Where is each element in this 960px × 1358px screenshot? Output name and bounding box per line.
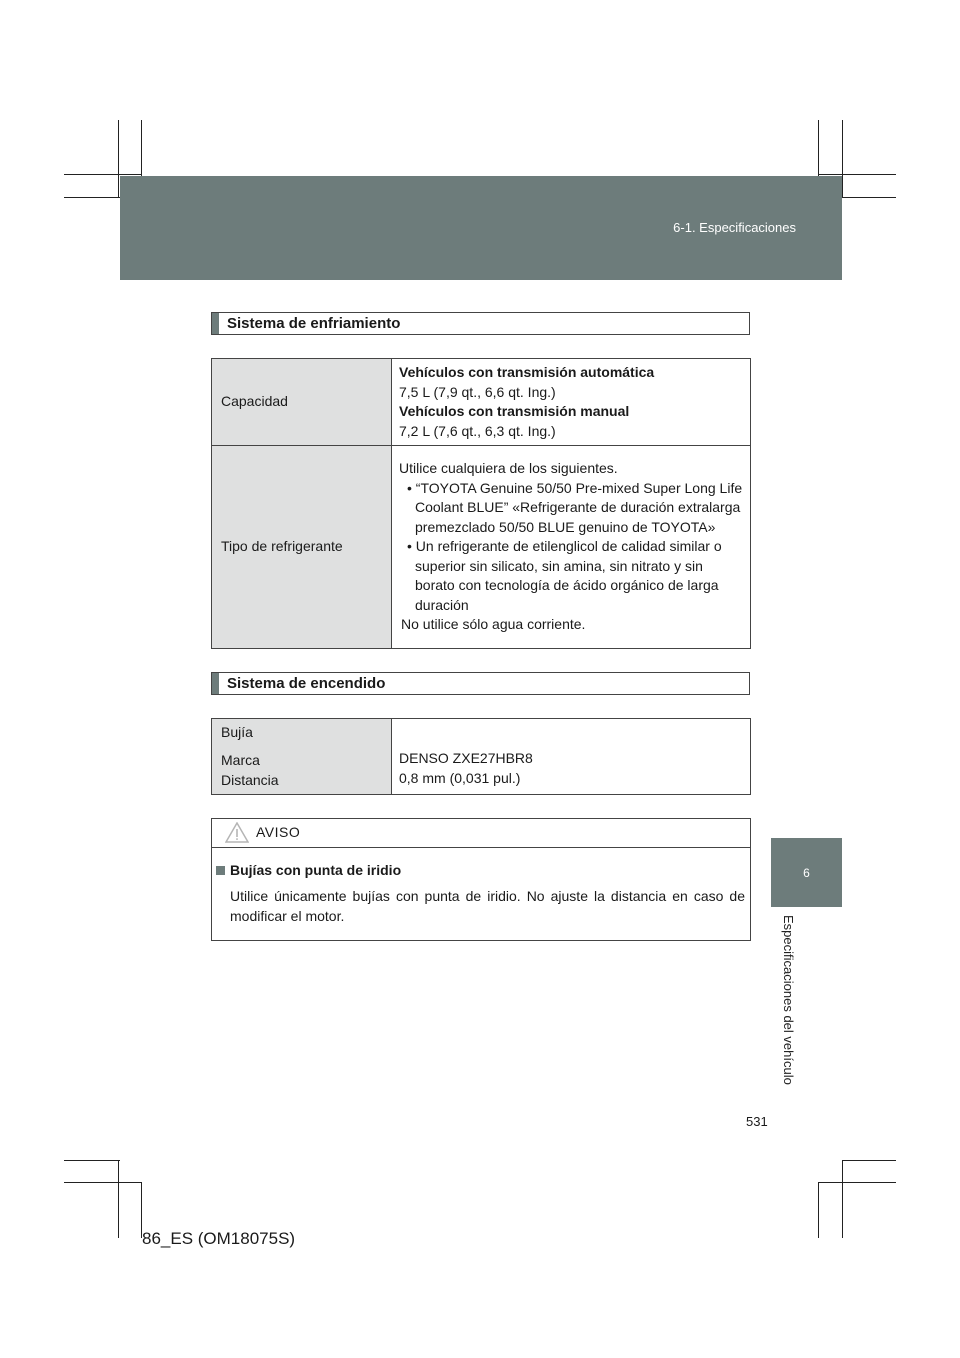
chapter-title-vertical <box>781 915 808 1110</box>
warning-title: AVISO <box>256 824 301 840</box>
crop-mark <box>64 1182 142 1183</box>
warning-header <box>212 819 750 848</box>
brand-value: DENSO ZXE27HBR8 <box>399 750 533 766</box>
coolant-type-label: Tipo de refrigerante <box>212 446 392 649</box>
warning-triangle-icon <box>225 822 249 843</box>
capacity-value <box>392 359 751 446</box>
coolant-type-value <box>392 446 751 649</box>
crop-mark <box>842 1160 843 1238</box>
gap-label: Distancia <box>221 771 279 788</box>
crop-mark <box>842 120 843 198</box>
capacity-mt-title: Vehículos con transmisión manual <box>399 403 630 419</box>
table-row <box>212 359 751 446</box>
warning-item-title: Bujías con punta de iridio <box>216 862 401 878</box>
heading-accent-bar <box>212 313 219 334</box>
table-row <box>212 719 751 795</box>
crop-mark <box>118 120 119 198</box>
cooling-heading-text: Sistema de enfriamiento <box>227 315 401 332</box>
ignition-heading-text: Sistema de encendido <box>227 675 386 692</box>
ignition-heading <box>211 672 750 695</box>
chapter-number: 6 <box>803 866 810 880</box>
coolant-note: No utilice sólo agua corriente. <box>401 616 586 633</box>
capacity-at-title: Vehículos con transmisión automática <box>399 364 655 380</box>
coolant-option-2: • Un refrigerante de etilenglicol de calidad similar o superior sin silicato, sin amina, sin nitrato y sin borato con tecnología de ácido orgánico de larga duración <box>407 538 722 613</box>
chapter-tab <box>771 838 842 907</box>
gap-value: 0,8 mm (0,031 pul.) <box>399 769 521 786</box>
document-code: 86_ES (OM18075S) <box>142 1229 296 1248</box>
crop-mark <box>818 120 819 176</box>
coolant-intro: Utilice cualquiera de los siguientes. <box>399 460 618 477</box>
page-number: 531 <box>746 1114 768 1129</box>
brand-label: Marca <box>221 752 260 769</box>
capacity-label: Capacidad <box>212 359 392 446</box>
crop-mark <box>842 197 896 198</box>
table-row <box>212 446 751 649</box>
spark-plug-values <box>392 719 751 795</box>
chapter-title: Especificaciones del vehículo <box>781 915 796 1085</box>
header-band <box>120 176 842 280</box>
crop-mark <box>141 120 142 176</box>
warning-box <box>211 818 751 941</box>
spark-plug-labels <box>212 719 392 795</box>
heading-accent-bar <box>212 673 219 694</box>
capacity-mt-value: 7,2 L (7,6 qt., 6,3 qt. Ing.) <box>399 422 556 439</box>
cooling-heading <box>211 312 750 335</box>
section-label: 6-1. Especificaciones <box>673 220 796 235</box>
crop-mark <box>118 1160 119 1238</box>
spark-plug-label: Bujía <box>221 723 253 740</box>
square-bullet-icon <box>216 866 225 875</box>
crop-mark <box>64 197 120 198</box>
ignition-table <box>211 718 751 795</box>
coolant-option-1: • “TOYOTA Genuine 50/50 Pre-mixed Super Long Life Coolant BLUE” «Refrigerante de duración extralarga premezclado 50/50 BLUE genuino de TOYOTA» <box>407 479 743 535</box>
crop-mark <box>842 1160 896 1161</box>
capacity-at-value: 7,5 L (7,9 qt., 6,6 qt. Ing.) <box>399 383 556 400</box>
crop-mark <box>64 1160 120 1161</box>
crop-mark <box>64 174 142 175</box>
cooling-table <box>211 358 751 649</box>
crop-mark <box>818 174 896 175</box>
warning-text: Utilice únicamente bujías con punta de iridio. No ajuste la distancia en caso de modificar el motor. <box>230 888 745 924</box>
crop-mark <box>818 1182 896 1183</box>
crop-mark <box>818 1182 819 1238</box>
